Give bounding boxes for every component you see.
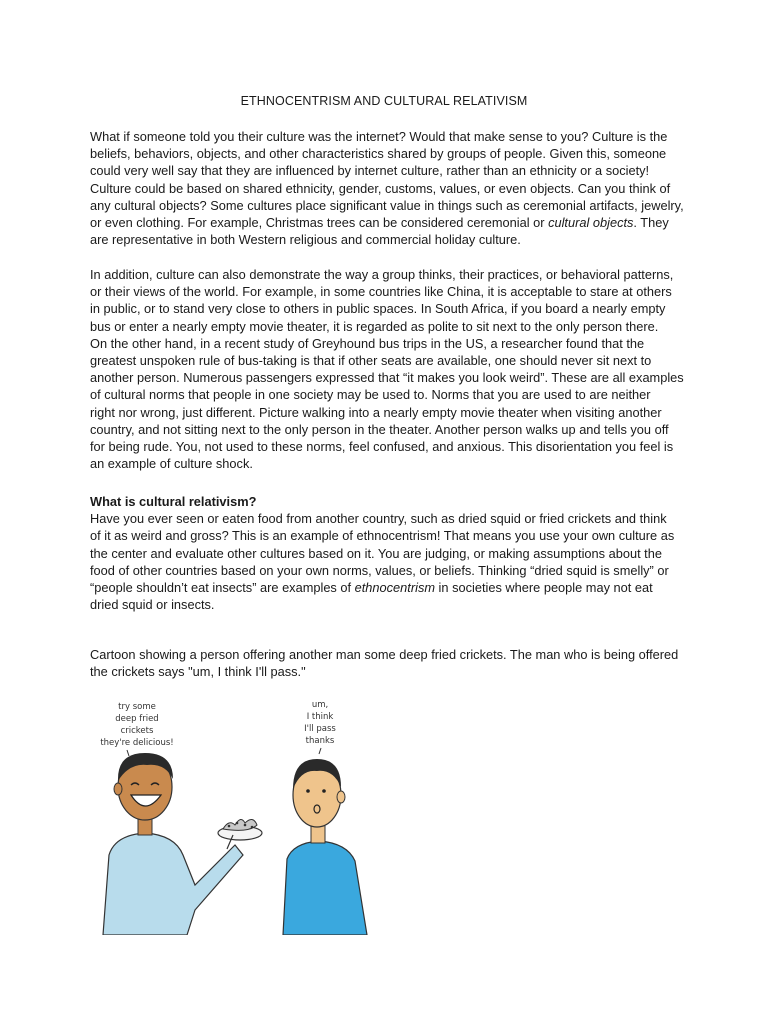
- right-speech-line: thanks: [305, 736, 335, 746]
- text-line: bus or enter a nearly empty movie theater, it is regarded as polite to sit next to the only person there.: [90, 318, 659, 334]
- paragraph-culture-definition: [90, 128, 690, 248]
- text-line: country, and not sitting next to the only person in the theater. Another person walks up and tells you off: [90, 421, 669, 437]
- text-segment: “people shouldn’t eat insects” are examples of: [90, 580, 355, 596]
- right-speech-line: I think: [306, 712, 334, 722]
- left-speech-pointer: [127, 750, 129, 756]
- right-speech-line: um,: [311, 700, 329, 710]
- text-line: in public, or to stand very close to others in public spaces. In South Africa, if you board a nearly empty: [90, 301, 666, 317]
- text-line: What if someone told you their culture was the internet? Would that make sense to you? Culture is the: [90, 129, 668, 144]
- text-line-with-italic: [90, 579, 690, 596]
- text-line: On the other hand, in a recent study of Greyhound bus trips in the US, a researcher found that the: [90, 335, 645, 351]
- text-line: right nor wrong, just different. Picture walking into a nearly empty movie theater when visiting another: [90, 404, 662, 420]
- cartoon-illustration: [95, 695, 385, 935]
- section-heading: What is cultural relativism?: [90, 494, 257, 509]
- text-line: the crickets says "um, I think I'll pass.": [90, 664, 306, 680]
- text-line: Culture could be based on shared ethnicity, gender, customs, values, or even objects. Can you think of: [90, 180, 671, 196]
- left-speech-line: crickets: [120, 726, 154, 736]
- text-line: for being rude. You, not used to these norms, feel confused, and anxious. This disorientation you feel is: [90, 439, 674, 455]
- cartoon-caption: [90, 646, 710, 680]
- text-line: the center and evaluate other cultures based on it. You are judging, or making assumptions about the: [90, 545, 662, 561]
- cricket-plate: [218, 819, 262, 849]
- paragraph-cultural-norms: [90, 266, 690, 472]
- text-line: greatest unspoken rule of bus-taking is that if other seats are available, one should never sit next to: [90, 353, 652, 369]
- text-line: another person. Numerous passengers expressed that “it makes you look weird”. These are all examples: [90, 370, 684, 386]
- text-line: any cultural objects? Some cultures place significant value in things such as ceremonial artifacts, jewelry,: [90, 197, 684, 213]
- text-line: food of other countries based on your own norms, values, or beliefs. Thinking “dried squid is smelly” or: [90, 562, 669, 578]
- text-line: an example of culture shock.: [90, 456, 253, 472]
- text-line: Have you ever seen or eaten food from another country, such as dried squid or fried crickets and think: [90, 511, 667, 527]
- left-speech-line: deep fried: [115, 714, 159, 724]
- text-segment: . They: [633, 215, 669, 231]
- text-line: of it as weird and gross? This is an example of ethnocentrism! That means you use your own culture as: [90, 528, 675, 544]
- italic-term: cultural objects: [548, 215, 634, 231]
- text-line: Cartoon showing a person offering another man some deep fried crickets. The man who is being offered: [90, 647, 679, 662]
- text-segment: in societies where people may not eat: [435, 580, 653, 596]
- text-line-with-italic: [90, 214, 690, 231]
- text-line: or their views of the world. For example, in some countries like China, it is acceptable to stare at others: [90, 284, 672, 300]
- right-speech-line: I'll pass: [304, 724, 336, 734]
- text-line: are representative in both Western religious and commercial holiday culture.: [90, 232, 521, 248]
- text-line: In addition, culture can also demonstrate the way a group thinks, their practices, or behavioral patterns,: [90, 267, 674, 282]
- right-person: [283, 759, 367, 935]
- left-speech-line: try some: [118, 702, 156, 712]
- text-line: beliefs, behaviors, objects, and other characteristics shared by groups of people. Given this, someone: [90, 146, 667, 162]
- left-person: [103, 753, 243, 935]
- text-segment: or even clothing. For example, Christmas trees can be considered ceremonial or: [90, 215, 549, 231]
- right-speech-pointer: [319, 748, 321, 754]
- section-cultural-relativism: [90, 493, 690, 613]
- text-line: dried squid or insects.: [90, 597, 215, 613]
- document-title: ETHNOCENTRISM AND CULTURAL RELATIVISM: [240, 94, 528, 108]
- text-line: could very well say that they are influenced by internet culture, rather than an ethnicity or a society!: [90, 163, 650, 179]
- italic-term: ethnocentrism: [354, 580, 435, 596]
- text-line: of cultural norms that people in one society may be used to. Norms that you are used to are neither: [90, 387, 651, 403]
- left-speech-line: they're delicious!: [100, 738, 174, 748]
